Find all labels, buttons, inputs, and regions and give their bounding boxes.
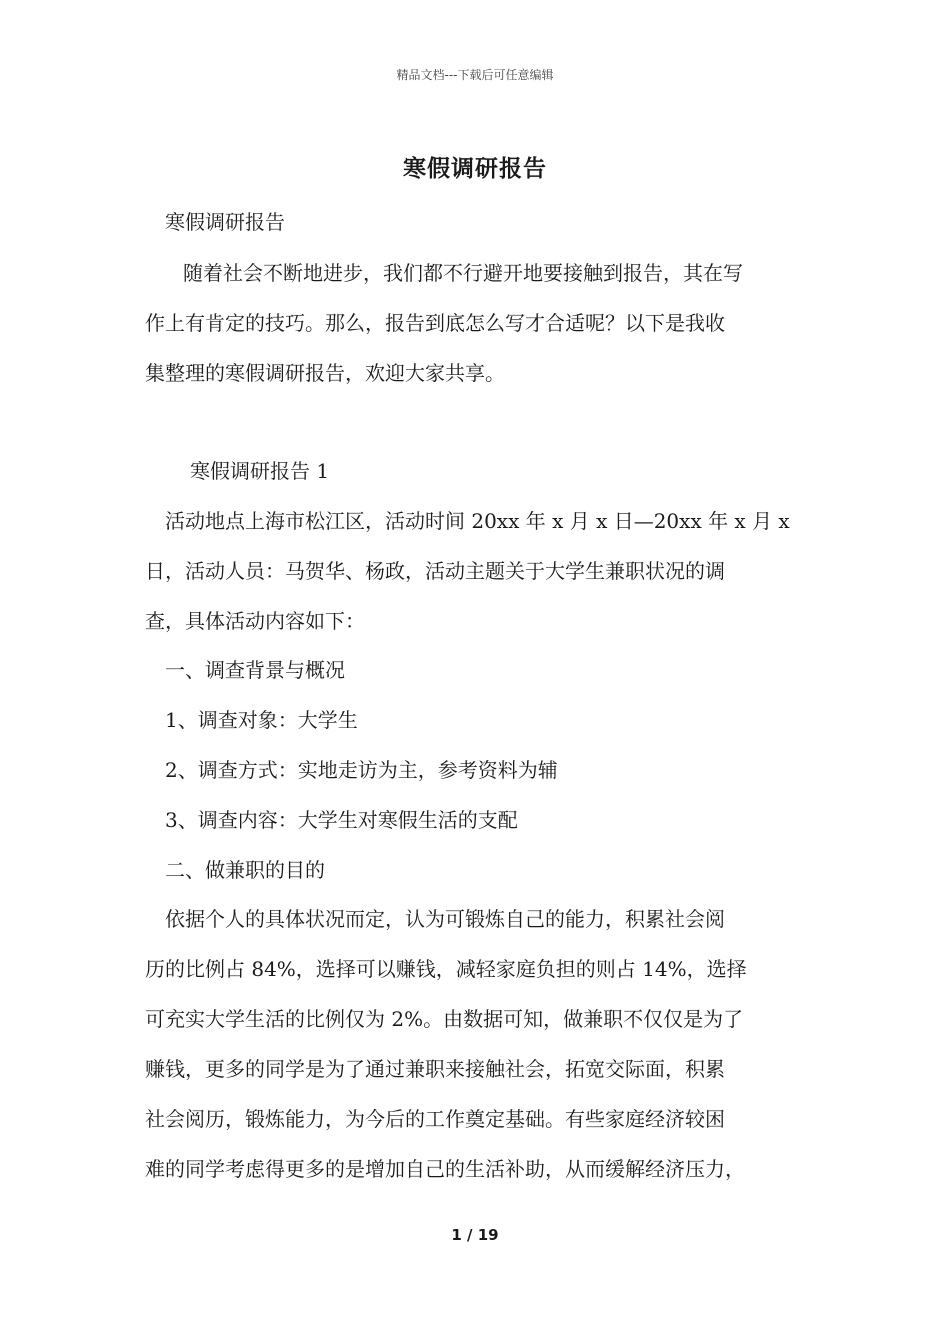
list-item: 3、调查内容：大学生对寒假生活的支配 (165, 808, 518, 832)
paragraph-line: 活动地点上海市松江区，活动时间 20xx 年 x 月 x 日—20xx 年 x 月 x (165, 509, 790, 533)
list-heading: 二、做兼职的目的 (165, 858, 325, 882)
paragraph-line: 查，具体活动内容如下： (145, 609, 365, 633)
paragraph-line: 可充实大学生活的比例仅为 2%。由数据可知，做兼职不仅仅是为了 (145, 1007, 744, 1031)
list-item: 1、调查对象：大学生 (165, 708, 358, 732)
page-number: 1 / 19 (451, 1226, 499, 1244)
paragraph-line: 社会阅历，锻炼能力，为今后的工作奠定基础。有些家庭经济较困 (145, 1107, 725, 1131)
paragraph-line: 日，活动人员：马贺华、杨政，活动主题关于大学生兼职状况的调 (145, 559, 725, 583)
paragraph-line: 随着社会不断地进步，我们都不行避开地要接触到报告，其在写 (183, 261, 743, 285)
document-title: 寒假调研报告 (403, 155, 547, 182)
page-header: 精品文档---下载后可任意编辑 (396, 68, 554, 82)
list-heading: 一、调查背景与概况 (165, 658, 345, 682)
subtitle-line: 寒假调研报告 (165, 210, 285, 234)
paragraph-line: 集整理的寒假调研报告，欢迎大家共享。 (145, 361, 505, 385)
paragraph-line: 依据个人的具体状况而定，认为可锻炼自己的能力，积累社会阅 (165, 907, 725, 931)
list-item: 2、调查方式：实地走访为主，参考资料为辅 (165, 758, 558, 782)
paragraph-line: 赚钱，更多的同学是为了通过兼职来接触社会，拓宽交际面，积累 (145, 1057, 725, 1081)
paragraph-line: 难的同学考虑得更多的是增加自己的生活补助，从而缓解经济压力， (145, 1157, 745, 1181)
paragraph-line: 历的比例占 84%，选择可以赚钱，减轻家庭负担的则占 14%，选择 (145, 957, 747, 981)
paragraph-line: 作上有肯定的技巧。那么，报告到底怎么写才合适呢？以下是我收 (145, 311, 725, 335)
section-heading: 寒假调研报告 1 (190, 459, 330, 483)
